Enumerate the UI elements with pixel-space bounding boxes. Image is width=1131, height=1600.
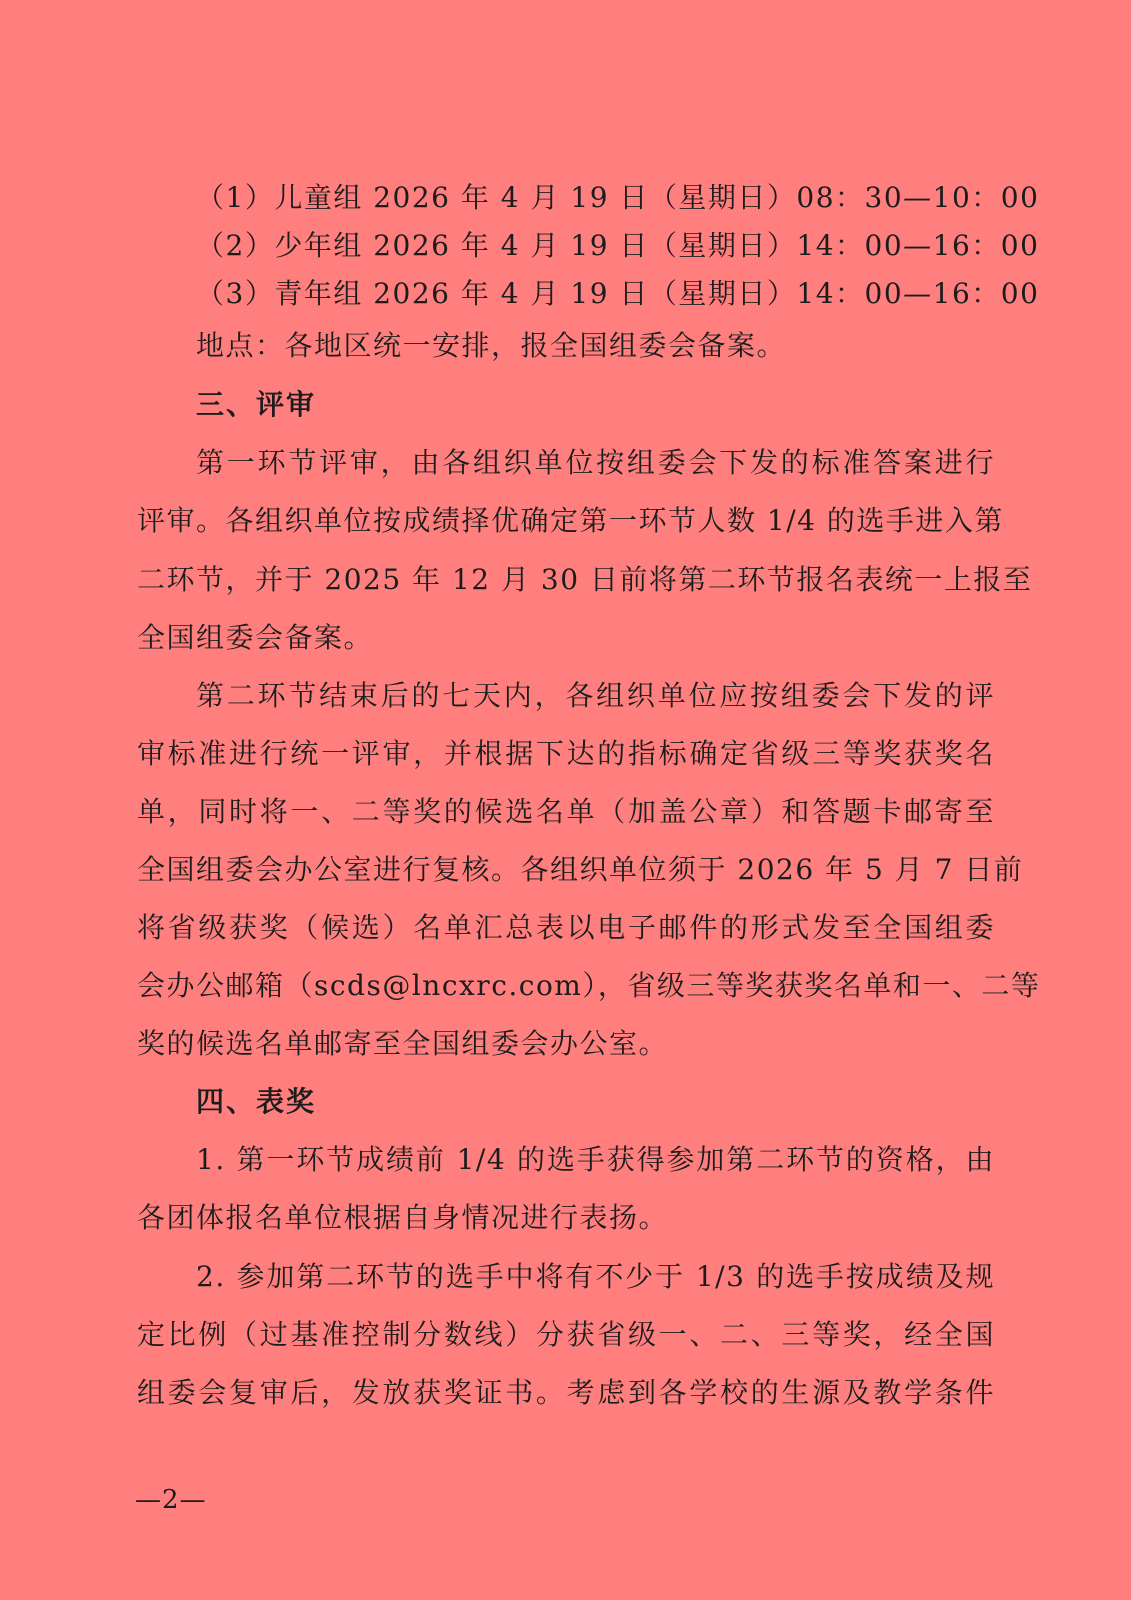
awards-paragraph-1-line: 各团体报名单位根据自身情况进行表扬。 <box>137 1201 669 1234</box>
review-paragraph-2-line: 单，同时将一、二等奖的候选名单（加盖公章）和答题卡邮寄至 <box>137 795 995 828</box>
location-line: 地点：各地区统一安排，报全国组委会备案。 <box>196 329 787 362</box>
awards-paragraph-2-line: 2. 参加第二环节的选手中将有不少于 1/3 的选手按成绩及规 <box>196 1260 995 1293</box>
review-paragraph-2-line: 全国组委会办公室进行复核。各组织单位须于 2026 年 5 月 7 日前 <box>137 853 1024 886</box>
review-paragraph-2-line: 审标准进行统一评审，并根据下达的指标确定省级三等奖获奖名 <box>137 737 995 770</box>
awards-paragraph-1-line: 1. 第一环节成绩前 1/4 的选手获得参加第二环节的资格，由 <box>196 1143 995 1176</box>
schedule-line-children: （1）儿童组 2026 年 4 月 19 日（星期日）08：30—10：00 <box>196 181 1040 214</box>
review-paragraph-1-line: 第一环节评审，由各组织单位按组委会下发的标准答案进行 <box>196 446 995 479</box>
review-paragraph-1-line: 二环节，并于 2025 年 12 月 30 日前将第二环节报名表统一上报至 <box>137 563 1033 596</box>
review-paragraph-1-line: 评审。各组织单位按成绩择优确定第一环节人数 1/4 的选手进入第 <box>137 504 1004 537</box>
review-paragraph-2-line: 会办公邮箱（scds@lncxrc.com），省级三等奖获奖名单和一、二等 <box>137 969 1041 1002</box>
awards-paragraph-2-line: 组委会复审后，发放获奖证书。考虑到各学校的生源及教学条件 <box>137 1376 995 1409</box>
awards-paragraph-2-line: 定比例（过基准控制分数线）分获省级一、二、三等奖，经全国 <box>137 1318 995 1351</box>
schedule-line-youth: （3）青年组 2026 年 4 月 19 日（星期日）14：00—16：00 <box>196 277 1040 310</box>
review-paragraph-2-line: 奖的候选名单邮寄至全国组委会办公室。 <box>137 1027 669 1060</box>
page-number: —2— <box>135 1485 207 1515</box>
review-paragraph-2-line: 第二环节结束后的七天内，各组织单位应按组委会下发的评 <box>196 679 995 712</box>
review-paragraph-1-line: 全国组委会备案。 <box>137 621 374 654</box>
section-heading-review: 三、评审 <box>196 388 317 421</box>
schedule-line-juniors: （2）少年组 2026 年 4 月 19 日（星期日）14：00—16：00 <box>196 229 1040 262</box>
section-heading-awards: 四、表奖 <box>196 1085 317 1118</box>
review-paragraph-2-line: 将省级获奖（候选）名单汇总表以电子邮件的形式发至全国组委 <box>137 911 995 944</box>
